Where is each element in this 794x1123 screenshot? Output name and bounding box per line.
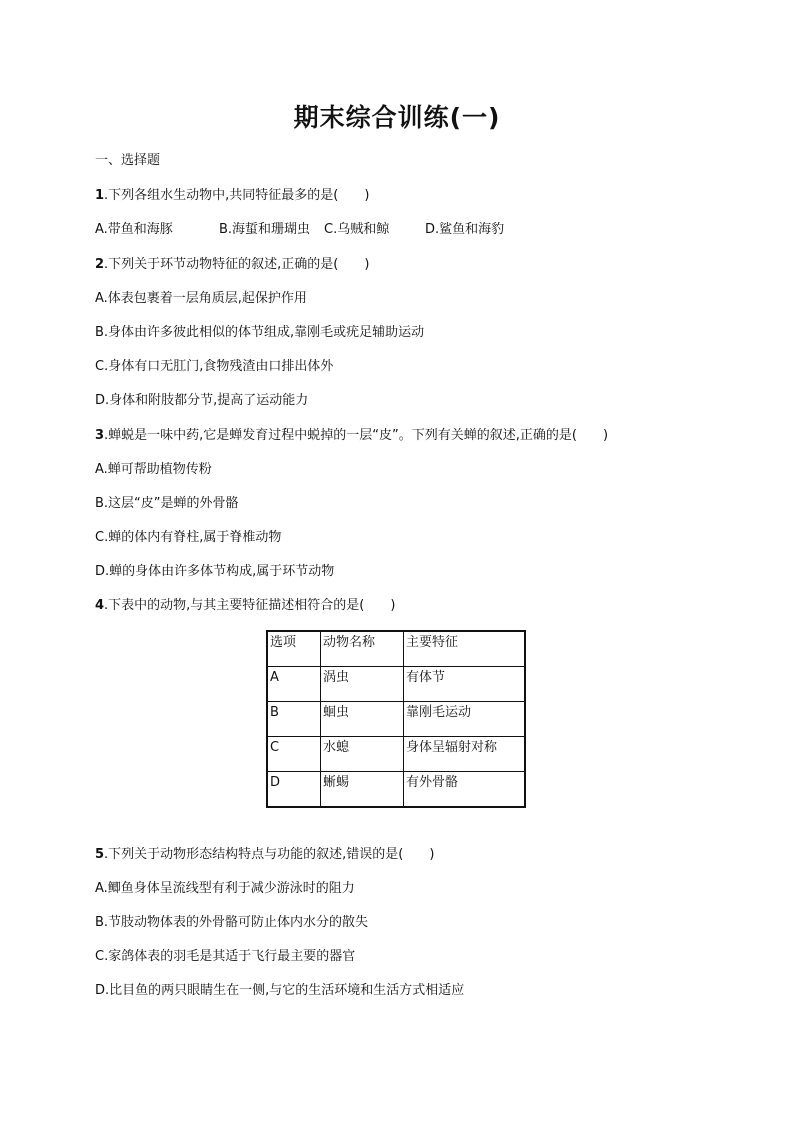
table-row	[267, 772, 525, 808]
question-2	[95, 256, 369, 274]
question-text: .下列关于环节动物特征的叙述,正确的是( )	[104, 257, 370, 272]
table-cell: 有体节	[404, 667, 526, 702]
table-row	[267, 702, 525, 737]
table-row	[267, 667, 525, 702]
table-cell: 蛔虫	[321, 702, 404, 737]
table-cell: 身体呈辐射对称	[404, 737, 526, 772]
table-header-cell: 动物名称	[321, 631, 404, 667]
option-d: D.蝉的身体由许多体节构成,属于环节动物	[95, 564, 335, 579]
option-a: A.蝉可帮助植物传粉	[95, 462, 212, 477]
option-b: B.这层“皮”是蝉的外骨骼	[95, 496, 239, 511]
table-cell: A	[267, 667, 321, 702]
question-4	[95, 597, 395, 615]
table-header-cell: 主要特征	[404, 631, 526, 667]
section-heading: 一、选择题	[95, 153, 161, 168]
table-header-cell: 选项	[267, 631, 321, 667]
question-text: .下列各组水生动物中,共同特征最多的是( )	[104, 188, 370, 203]
table-cell: 水螅	[321, 737, 404, 772]
option-d: D.比目鱼的两只眼睛生在一侧,与它的生活环境和生活方式相适应	[95, 983, 465, 998]
table-cell: 蜥蜴	[321, 772, 404, 808]
option-c: C.乌贼和鲸	[324, 222, 390, 237]
question-5	[95, 846, 434, 864]
table-row	[267, 737, 525, 772]
question-1	[95, 187, 369, 205]
question-text: .下列关于动物形态结构特点与功能的叙述,错误的是( )	[104, 847, 435, 862]
animal-features-table	[266, 630, 526, 808]
option-a: A.带鱼和海豚	[95, 222, 173, 237]
table-cell: 涡虫	[321, 667, 404, 702]
page-title: 期末综合训练(一)	[293, 103, 501, 132]
option-c: C.身体有口无肛门,食物残渣由口排出体外	[95, 359, 334, 374]
table-cell: 有外骨骼	[404, 772, 526, 808]
question-number: 4	[95, 598, 105, 613]
option-a: A.鲫鱼身体呈流线型有利于减少游泳时的阻力	[95, 881, 355, 896]
table-cell: D	[267, 772, 321, 808]
question-text: .蝉蜕是一味中药,它是蝉发育过程中蜕掉的一层“皮”。下列有关蝉的叙述,正确的是( )	[104, 428, 609, 443]
question-number: 5	[95, 847, 105, 862]
question-number: 2	[95, 257, 105, 272]
table-header-row	[267, 631, 525, 667]
option-a: A.体表包裹着一层角质层,起保护作用	[95, 291, 307, 306]
option-d: D.身体和附肢都分节,提高了运动能力	[95, 393, 309, 408]
table-cell: 靠刚毛运动	[404, 702, 526, 737]
option-b: B.海蜇和珊瑚虫	[219, 222, 311, 237]
question-3	[95, 427, 608, 445]
option-c: C.家鸽体表的羽毛是其适于飞行最主要的器官	[95, 949, 356, 964]
table-cell: C	[267, 737, 321, 772]
question-number: 1	[95, 188, 105, 203]
option-c: C.蝉的体内有脊柱,属于脊椎动物	[95, 530, 282, 545]
option-d: D.鲨鱼和海豹	[425, 222, 505, 237]
option-b: B.身体由许多彼此相似的体节组成,靠刚毛或疣足辅助运动	[95, 325, 425, 340]
question-text: .下表中的动物,与其主要特征描述相符合的是( )	[104, 598, 396, 613]
option-b: B.节肢动物体表的外骨骼可防止体内水分的散失	[95, 915, 369, 930]
question-number: 3	[95, 428, 105, 443]
table-cell: B	[267, 702, 321, 737]
